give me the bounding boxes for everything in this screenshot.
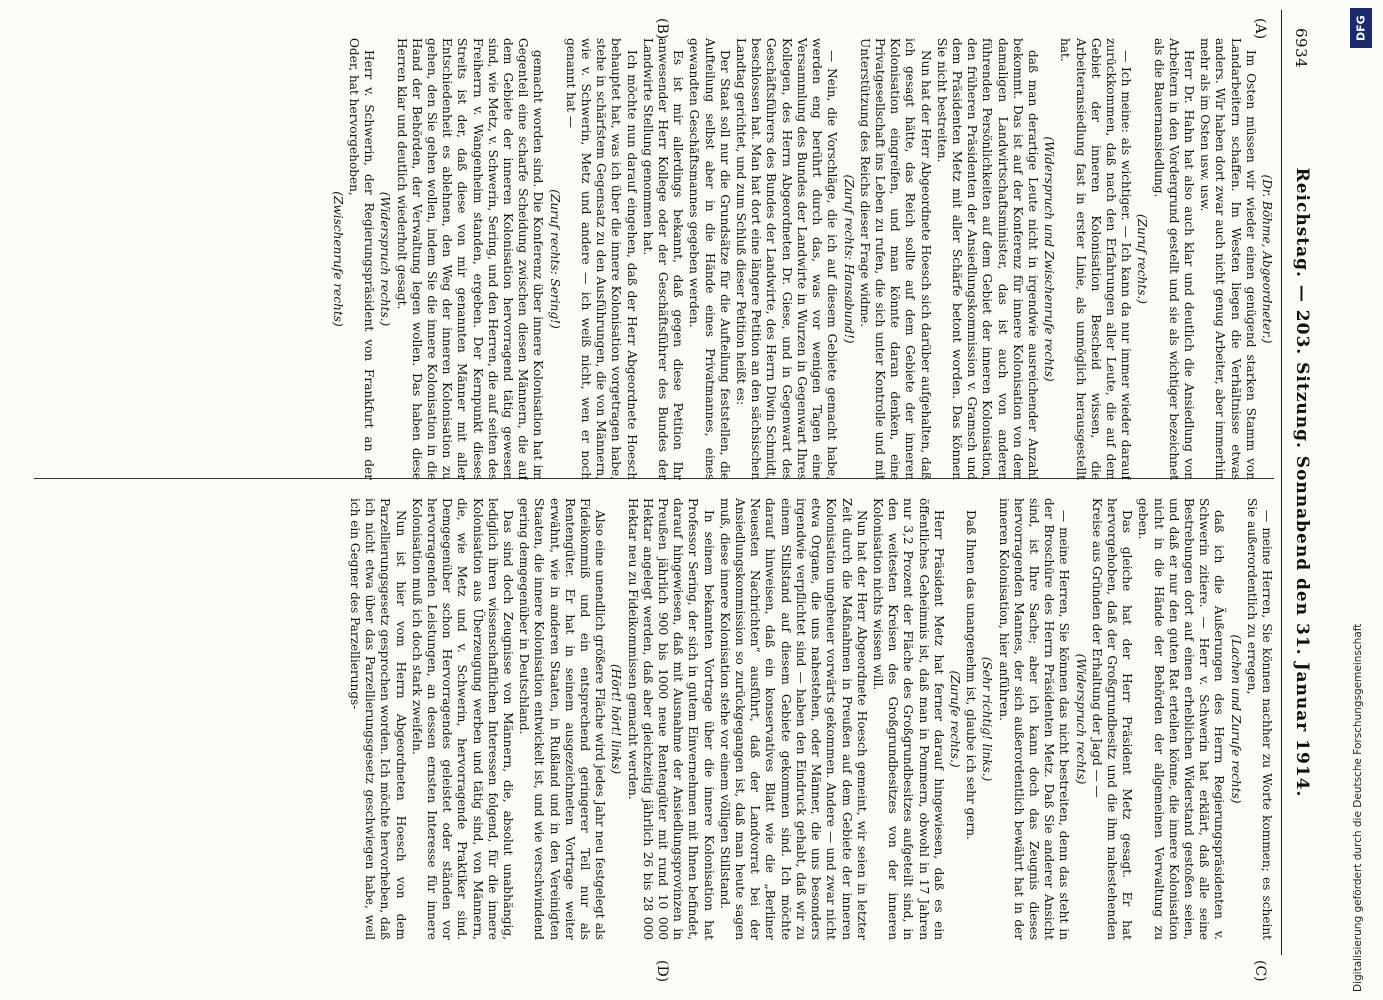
paragraph: Ich möchte nun darauf eingehen, daß der Herr Abgeordnete Hoesch behauptet hat, was ich über die innere Kolonisation vorgetragen habe, stehe in schärfstem Gegensatz zu den Ausführungen, die von Männern, wie v. Schwerin, Metz und andere — ich weiß nicht, wen er noch genannt hat — (563, 38, 639, 480)
text-column-left (4, 38, 1274, 480)
paragraph: (Widerspruch rechts) (1073, 653, 1088, 785)
paragraph: (Dr. Böhme, Abgeordneter.) (1260, 174, 1274, 344)
paragraph: — meine Herren, Sie können nachher zu Worte kommen; es scheint Sie außerordentlich zu erregen, (1244, 498, 1274, 940)
paragraph: Herr Präsident Metz hat ferner darauf hingewiesen, daß es ein öffentliches Geheimnis ist, daß man in Pommern, obwohl in 17 Jahren nur 3,2 Prozent der Fläche des Großgrundbesitzes aufgeteilt sind, in den weitesten Kreisen des Großgrundbesitzes von der inneren Kolonisation nichts wissen will. (870, 498, 946, 940)
paragraph: Nun ist hier vom Herrn Abgeordneten Hoesch von dem Parzellierungsgesetz gesprochen worden. Ich möchte hervorheben, daß ich nicht etwa über das Parzellierungsgesetz geschwiegen habe, weil ich ein Gegner des Parzellierungs- (348, 498, 408, 940)
paragraph: Nun hat der Herr Abgeordnete Hoesch sich darüber aufgehalten, daß ich gesagt hätte, das Reich sollte auf dem Gebiete der inneren Kolonisation eingreifen, und man könnte daran denken, eine Privatgesellschaft ins Leben zu rufen, die sich unter Kontrolle und mit Unterstützung des Reichs dieser Frage widme. (857, 38, 933, 480)
paragraph: (Widerspruch und Zwischenrufe rechts) (1042, 136, 1057, 382)
paragraph: Herr v. Schwerin, der Regierungspräsident von Frankfurt an der Oder, hat hervorgehoben, (347, 38, 377, 480)
margin-marker-a: (A) (1252, 18, 1268, 40)
paragraph: In seinem bekannten Vortrage über die innere Kolonisation hat Professor Sering, der sich in gutem Einvernehmen mit Ihnen befindet, darauf hingewiesen, daß mit Ausnahme der Ansiedlungsprovinzen in Preußen jährlich 900 bis 1000 neue Rentengüter mit rund 10 000 Hektar angelegt werden, daß aber gleichzeitig jährlich 26 bis 28 000 Hektar neu zu Fideikommissen gemacht werden. (625, 498, 716, 940)
paragraph: Herr Dr. Hahn hat also auch klar und deutlich die Ansiedlung von Arbeitern in den Vordergrund gestellt und sie als wichtiger bezeichnet als die Bauernansiedlung. (1151, 38, 1196, 480)
paragraph: (Zuruf rechts: Hansabund!) (841, 174, 856, 344)
column-divider (34, 478, 1274, 479)
paragraph: (Zuruf rechts: Sering!) (547, 189, 562, 329)
paragraph: (Lachen und Zurufe rechts) (1228, 634, 1243, 804)
paragraph: — Nein, die Vorschläge, die ich auf diesem Gebiete gemacht habe, werden eng berührt durch das, was vor wenigen Tagen eine Versammlung des Bundes der Landwirte in Wurzen in Gegenwart Ihres Kollegen, des Herrn Abgeordneten Dr. Giese, und in Gegenwart des Geschäftsführers des Bundes der Landwirte, des Herrn Diwin Schmidt, beschlossen hat. Man hat dort eine längere Petition an den sächsischen Landtag gerichtet, und zum Schluß dieser Petition heißt es: (734, 38, 840, 480)
page-number: 6934 (1292, 28, 1310, 69)
paragraph: gemacht worden sind. Die Konferenz über innere Kolonisation hat im Gegenteil eine scharfe Scheidung zwischen diesen Männern, die auf dem Gebiete der inneren Kolonisation hervorragend tätig gewesen sind, wie Metz, v. Schwerin, Sering, und den Herren, die auf seiten des Freiherrn v. Wangenheim standen, ergeben. Der Kernpunkt dieses Streits ist der, daß diese von mir genannten Männer mit aller Entschiedenheit es ablehnen, den Weg der inneren Kolonisation zu gehen, den Sie gehen wollen, indem Sie die innere Kolonisation in die Hand der Behörden, der Verwaltung legen wollen. Das haben diese Herren klar und deutlich wiederholt gesagt. (394, 38, 546, 480)
paragraph: Es ist mir allerdings bekannt, daß gegen diese Petition Ihr anwesender Herr Kollege oder der Geschäftsführer des Bundes der Landwirte Stellung genommen hat. (640, 38, 686, 480)
paragraph: (Hört! hört! links) (609, 663, 624, 775)
paragraph: daß man derartige Leute nicht in irgendwie ausreichender Anzahl bekommt. Das ist auf der Konferenz für innere Kolonisation von dem damaligen Landwirtschaftsminister, das ist auch von anderen führenden Persönlichkeiten auf dem Gebiet der inneren Kolonisation, den früheren Präsidenten der Ansiedlungskommission v. Gramsch und dem Präsidenten Metz mit aller Schärfe betont worden. Das können Sie nicht bestreiten. (934, 38, 1040, 480)
margin-marker-d: (D) (654, 960, 670, 983)
header-title: Reichstag. — 203. Sitzung. Sonnabend den 31. Januar 1914. (1292, 167, 1312, 798)
margin-marker-c: (C) (1252, 960, 1268, 982)
paragraph: Daß Ihnen das unangenehm ist, glaube ich sehr gern. (964, 510, 979, 840)
dfg-logo: DFG (1350, 8, 1372, 48)
running-header (1281, 10, 1322, 955)
paragraph: — meine Herren, Sie können das nicht bestreiten, denn das steht in der Broschüre des Herrn Präsidenten Metz. Daß Sie anderer Ansicht sind, ist Ihre Sache; aber ich kann doch das Zeugnis dieses hervorragenden Mannes, der sich außerordentlich bewährt hat in der inneren Kolonisation, hier anführen. (996, 498, 1072, 940)
paragraph: Nun hat der Herr Abgeordnete Hoesch gemeint, wir seien in letzter Zeit durch die Maßnahmen in Preußen auf dem Gebiete der inneren Kolonisation ungeheuer vorwärts gekommen. Andere — und zwar nicht etwa Organe, die uns nahestehen, oder Männer, die uns besonders irgendwie verpflichtet sind — haben den Eindruck gehabt, daß wir zu einem Stillstand auf diesem Gebiete gekommen sind. Ich möchte darauf hinweisen, daß ein konservatives Blatt wie die „Berliner Neuesten Nachrichten“ ausführt, daß der Landvorrat bei der Ansiedlungskommission so zurückgegangen ist, daß man heute sagen muß, diese innere Kolonisation stehe vor einem völligen Stillstand. (717, 498, 869, 940)
paragraph: daß ich die Äußerungen des Herrn Regierungspräsidenten v. Schwerin zitiere. — Herr v. Schwerin hat erklärt, daß alle seine Bestrebungen dort auf einen erheblichen Widerstand gestoßen seien, und daß er nur den guten Rat erteilen könne, die innere Kolonisation nicht in die Hände der Behörden der allgemeinen Verwaltung zu geben. (1136, 498, 1227, 940)
paragraph: (Zuruf rechts.) (1135, 214, 1150, 304)
text-column-right (4, 498, 1274, 940)
digitization-credit: Digitalisierung gefördert durch die Deutsche Forschungsgemeinschaft (1352, 623, 1364, 992)
paragraph: (Zwischenrufe rechts) (330, 191, 345, 327)
paragraph: (Zurufe rechts.) (947, 670, 962, 768)
paragraph: Im Osten müssen wir wieder einen genügend starken Stamm von Landarbeitern schaffen. Im Westen liegen die Verhältnisse etwas anders. Wir haben dort zwar auch nicht genug Arbeiter, aber immerhin mehr als im Osten usw. usw. (1198, 38, 1258, 480)
paragraph: (Widerspruch rechts.) (378, 191, 393, 327)
paragraph: Das sind doch Zeugnisse von Männern, die, absolut unabhängig, lediglich ihren wissenschaftlichen Interessen folgend, für die innere Kolonisation aus Überzeugung werben und tätig sind, von Männern, die, wie Metz und v. Schwerin, hervorragende Praktiker sind. Demgegenüber schon Hervorragendes geleistet oder ständen vor hervorragenden Leistungen, an dessen ernsten Interesse für innere Kolonisation muß ich doch stark zweifeln. (409, 498, 516, 940)
paragraph: — Ich meine: als wichtiger. — Ich kann da nur immer wieder darauf zurückkommen, daß nach den Erfahrungen aller Leute, die auf dem Gebiet der inneren Kolonisation Bescheid wissen, die Arbeiteransiedlung fast in erster Linie, als unmöglich herausgestellt hat. (1058, 38, 1134, 480)
margin-marker-b: (B) (654, 18, 670, 40)
paragraph: Also eine unendlich größere Fläche wird jedes Jahr neu festgelegt als Fideikommiß und ein entsprechend geringerer Teil nur als Rentengüter. Er hat in seinem ausgezeichneten Vortrage weiter erwähnt, wie in anderen Staaten, in Rußland und in den Vereinigten Staaten, die innere Kolonisation entwickelt ist, und wie verschwindend gering demgegenüber in Deutschland. (517, 498, 608, 940)
paragraph: Der Staat soll nur die Grundsätze für die Aufteilung feststellen, die Aufteilung selbst aber in die Hände eines Privatmannes, eines gewandten Geschäftsmannes gegeben werden. (687, 38, 732, 480)
paragraph: Das gleiche hat der Herr Präsident Metz gesagt. Er hat hervorgehoben, daß der Großgrundbesitz und die ihm nahestehenden Kreise aus Gründen der Erhaltung der Jagd — — (1089, 498, 1135, 940)
paragraph: (Sehr richtig! links.) (980, 656, 995, 782)
